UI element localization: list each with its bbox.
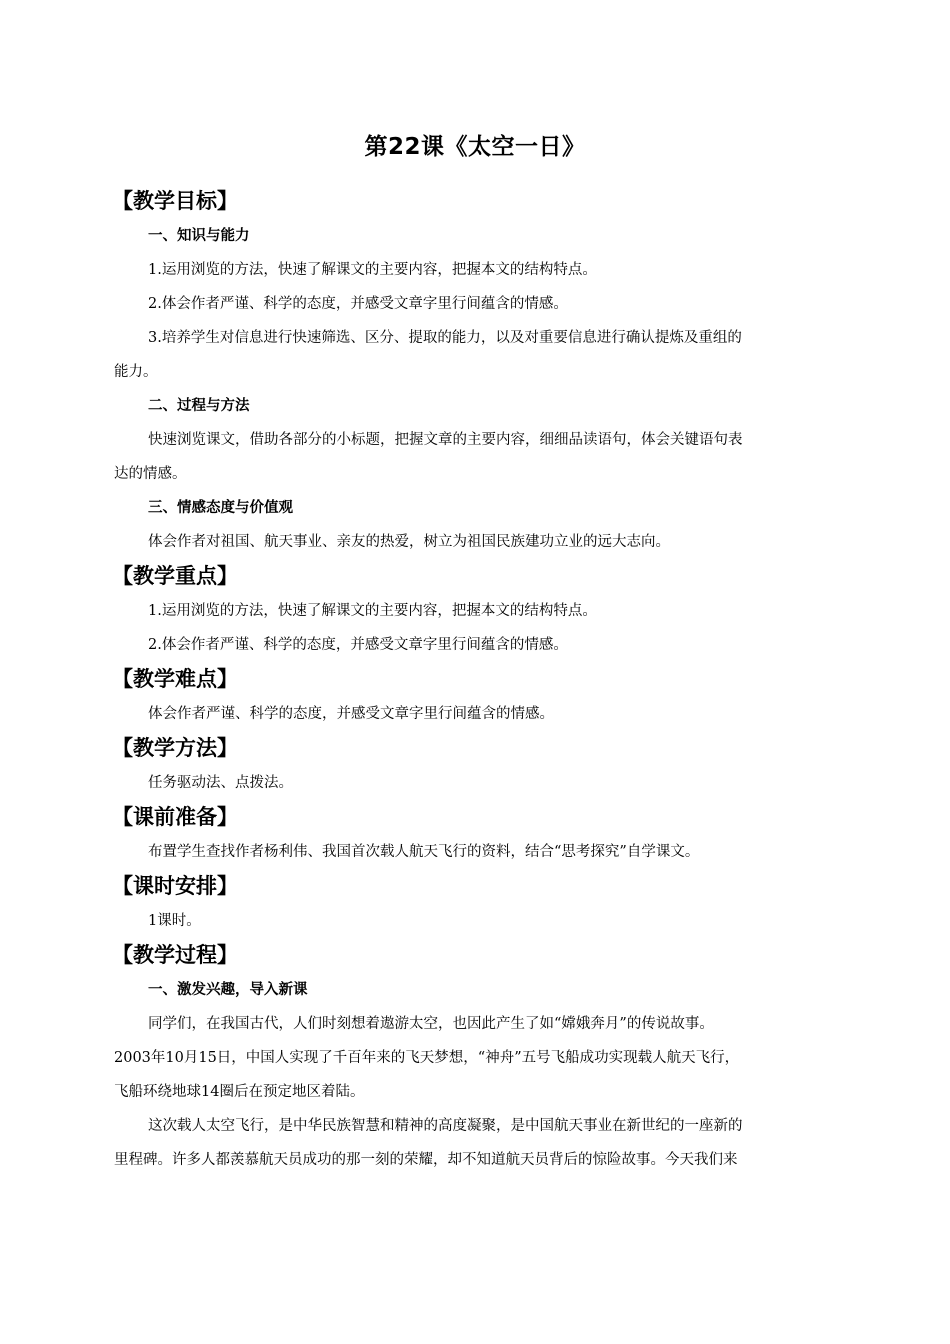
process-method-line-2: 达的情感。 (114, 466, 187, 482)
methods-text: 任务驱动法、点拨法。 (148, 775, 293, 791)
objective-item-2: 2.体会作者严谨、科学的态度，并感受文章字里行间蕴含的情感。 (148, 296, 568, 312)
sub-heading-process-method: 二、过程与方法 (148, 398, 250, 414)
section-heading-objectives: 【教学目标】 (112, 189, 238, 213)
document-body (114, 184, 849, 1177)
process-paragraph-1-line-3: 飞船环绕地球14圈后在预定地区着陆。 (114, 1084, 365, 1100)
process-paragraph-2-line-2: 里程碑。许多人都羡慕航天员成功的那一刻的荣耀，却不知道航天员背后的惊险故事。今天我们来 (114, 1152, 738, 1168)
process-paragraph-2-line-1: 这次载人太空飞行，是中华民族智慧和精神的高度凝聚，是中国航天事业在新世纪的一座新的 (148, 1118, 743, 1134)
key-point-item-1: 1.运用浏览的方法，快速了解课文的主要内容，把握本文的结构特点。 (148, 603, 597, 619)
process-method-line-1: 快速浏览课文，借助各部分的小标题，把握文章的主要内容，细细品读语句，体会关键语句表 (148, 432, 743, 448)
objective-item-3-line-2: 能力。 (114, 364, 158, 380)
document-title: 第22课《太空一日》 (364, 134, 586, 160)
sub-heading-introduction: 一、激发兴趣，导入新课 (148, 982, 308, 998)
sub-heading-values: 三、情感态度与价值观 (148, 500, 293, 516)
section-heading-schedule: 【课时安排】 (112, 874, 238, 898)
preparation-text: 布置学生查找作者杨利伟、我国首次载人航天飞行的资料，结合“思考探究”自学课文。 (148, 844, 700, 860)
objective-item-1: 1.运用浏览的方法，快速了解课文的主要内容，把握本文的结构特点。 (148, 262, 597, 278)
section-heading-methods: 【教学方法】 (112, 736, 238, 760)
sub-heading-knowledge-ability: 一、知识与能力 (148, 228, 250, 244)
schedule-text: 1课时。 (148, 913, 201, 929)
section-heading-preparation: 【课前准备】 (112, 805, 238, 829)
values-text: 体会作者对祖国、航天事业、亲友的热爱，树立为祖国民族建功立业的远大志向。 (148, 534, 670, 550)
difficulties-text: 体会作者严谨、科学的态度，并感受文章字里行间蕴含的情感。 (148, 706, 554, 722)
process-paragraph-1-line-1: 同学们，在我国古代，人们时刻想着遨游太空，也因此产生了如“嫦娥奔月”的传说故事。 (148, 1016, 714, 1032)
section-heading-process: 【教学过程】 (112, 943, 238, 967)
section-heading-key-points: 【教学重点】 (112, 564, 238, 588)
section-heading-difficulties: 【教学难点】 (112, 667, 238, 691)
objective-item-3-line-1: 3.培养学生对信息进行快速筛选、区分、提取的能力，以及对重要信息进行确认提炼及重组的 (148, 330, 742, 346)
key-point-item-2: 2.体会作者严谨、科学的态度，并感受文章字里行间蕴含的情感。 (148, 637, 568, 653)
process-paragraph-1-line-2: 2003年10月15日，中国人实现了千百年来的飞天梦想，“神舟”五号飞船成功实现载人航天飞行， (114, 1050, 740, 1066)
